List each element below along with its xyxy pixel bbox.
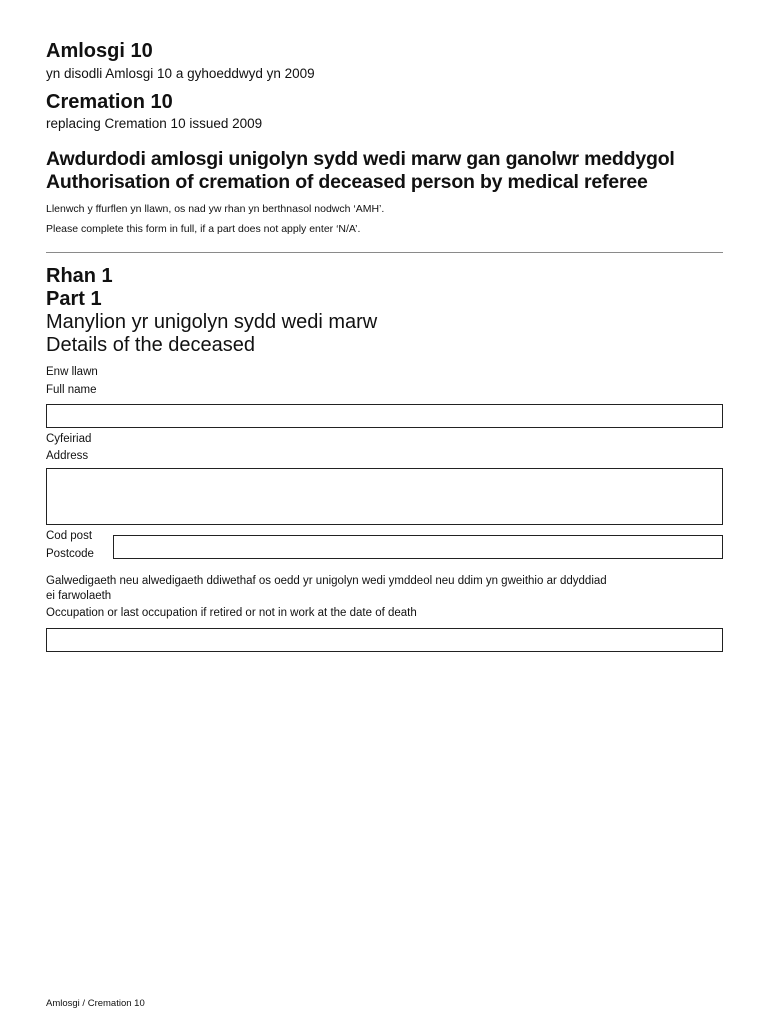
section-divider xyxy=(46,252,723,253)
english-replacing-note: replacing Cremation 10 issued 2009 xyxy=(46,116,263,131)
postcode-label-welsh: Cod post xyxy=(46,530,93,542)
occupation-label-english: Occupation or last occupation if retired or not in work at the date of death xyxy=(46,607,417,619)
welsh-form-code: Amlosgi 10 xyxy=(46,40,153,62)
page-footer: Amlosgi / Cremation 10 xyxy=(46,998,145,1009)
occupation-field[interactable] xyxy=(46,628,723,652)
english-form-code: Cremation 10 xyxy=(46,91,173,113)
full-name-label-english: Full name xyxy=(46,384,97,396)
full-name-field[interactable] xyxy=(46,404,723,428)
welsh-instruction: Llenwch y ffurflen yn llawn, os nad yw rhan yn berthnasol nodwch ‘AMH’. xyxy=(46,203,385,215)
english-instruction: Please complete this form in full, if a part does not apply enter ‘N/A’. xyxy=(46,223,361,235)
occupation-label-welsh-line2: ei farwolaeth xyxy=(46,590,112,602)
occupation-label-welsh-line1: Galwedigaeth neu alwedigaeth ddiwethaf os oedd yr unigolyn wedi ymddeol neu ddim yn gweithio ar ddyddiad xyxy=(46,575,607,587)
full-name-label-welsh: Enw llawn xyxy=(46,366,98,378)
welsh-part-heading: Manylion yr unigolyn sydd wedi marw xyxy=(46,311,378,333)
welsh-part-label: Rhan 1 xyxy=(46,265,113,287)
postcode-label-english: Postcode xyxy=(46,548,94,560)
address-label-english: Address xyxy=(46,450,89,462)
welsh-replacing-note: yn disodli Amlosgi 10 a gyhoeddwyd yn 2009 xyxy=(46,66,315,81)
english-part-label: Part 1 xyxy=(46,288,102,310)
address-label-welsh: Cyfeiriad xyxy=(46,433,92,445)
address-field[interactable] xyxy=(46,468,723,525)
english-part-heading: Details of the deceased xyxy=(46,334,256,356)
english-form-title: Authorisation of cremation of deceased person by medical referee xyxy=(46,171,648,193)
postcode-field[interactable] xyxy=(113,535,723,559)
welsh-form-title: Awdurdodi amlosgi unigolyn sydd wedi marw gan ganolwr meddygol xyxy=(46,148,675,170)
